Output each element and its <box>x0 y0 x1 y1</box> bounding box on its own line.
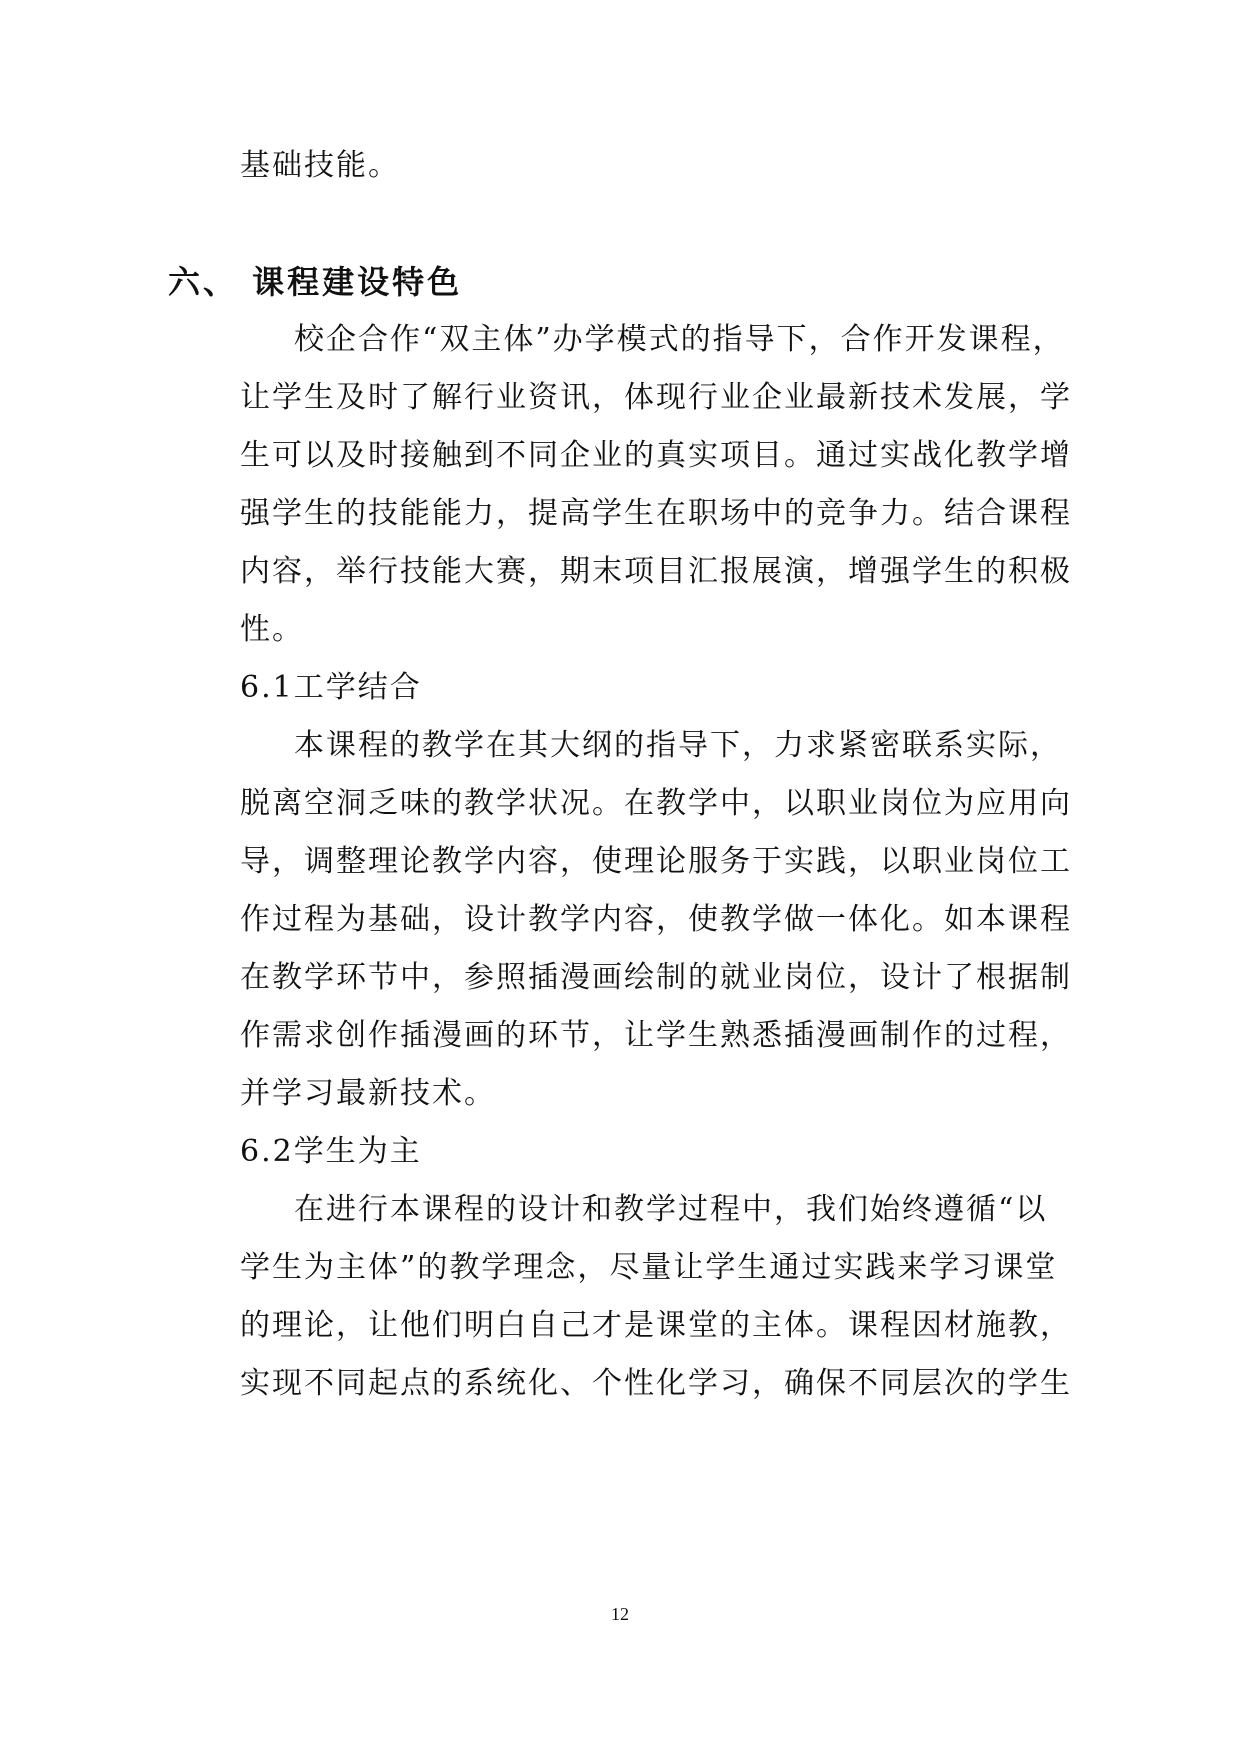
section-6-2-paragraph-line-2: 学生为主体”的教学理念，尽量让学生通过实践来学习课堂 <box>240 1250 1058 1285</box>
section-6-2-heading: 6.2学生为主 <box>240 1134 422 1169</box>
section-6-2-paragraph-line-3: 的理论，让他们明白自己才是课堂的主体。课程因材施教， <box>240 1308 1072 1343</box>
section-6-1-paragraph-line-4: 作过程为基础，设计教学内容，使教学做一体化。如本课程 <box>240 902 1072 937</box>
section-6-paragraph-line-5: 内容，举行技能大赛，期末项目汇报展演，增强学生的积极 <box>240 554 1072 589</box>
section-6-1-paragraph-line-1: 本课程的教学在其大纲的指导下，力求紧密联系实际， <box>294 728 1062 763</box>
section-6-1-paragraph-line-3: 导，调整理论教学内容，使理论服务于实践，以职业岗位工 <box>240 844 1072 879</box>
section-6-paragraph-line-1: 校企合作“双主体”办学模式的指导下，合作开发课程， <box>294 322 1065 357</box>
section-6-2-paragraph-line-4: 实现不同起点的系统化、个性化学习，确保不同层次的学生 <box>240 1366 1072 1401</box>
section-6-paragraph-line-3: 生可以及时接触到不同企业的真实项目。通过实战化教学增 <box>240 438 1072 473</box>
section-6-paragraph-line-4: 强学生的技能能力，提高学生在职场中的竞争力。结合课程 <box>240 496 1072 531</box>
page-number: 12 <box>611 1604 629 1624</box>
section-6-paragraph-line-6: 性。 <box>240 612 304 647</box>
section-6-1-paragraph-line-5: 在教学环节中，参照插漫画绘制的就业岗位，设计了根据制 <box>240 960 1072 995</box>
section-6-1-paragraph-line-2: 脱离空洞乏味的教学状况。在教学中，以职业岗位为应用向 <box>240 786 1072 821</box>
section-6-1-paragraph-line-7: 并学习最新技术。 <box>240 1076 496 1111</box>
section-6-paragraph-line-2: 让学生及时了解行业资讯，体现行业企业最新技术发展，学 <box>240 380 1072 415</box>
section-6-1-heading: 6.1工学结合 <box>240 670 422 705</box>
section-6-2-paragraph-line-1: 在进行本课程的设计和教学过程中，我们始终遵循“以 <box>294 1192 1048 1227</box>
section-6-heading: 六、 课程建设特色 <box>168 263 463 301</box>
section-6-1-paragraph-line-6: 作需求创作插漫画的环节，让学生熟悉插漫画制作的过程， <box>240 1018 1072 1053</box>
carryover-paragraph-line: 基础技能。 <box>240 148 400 183</box>
